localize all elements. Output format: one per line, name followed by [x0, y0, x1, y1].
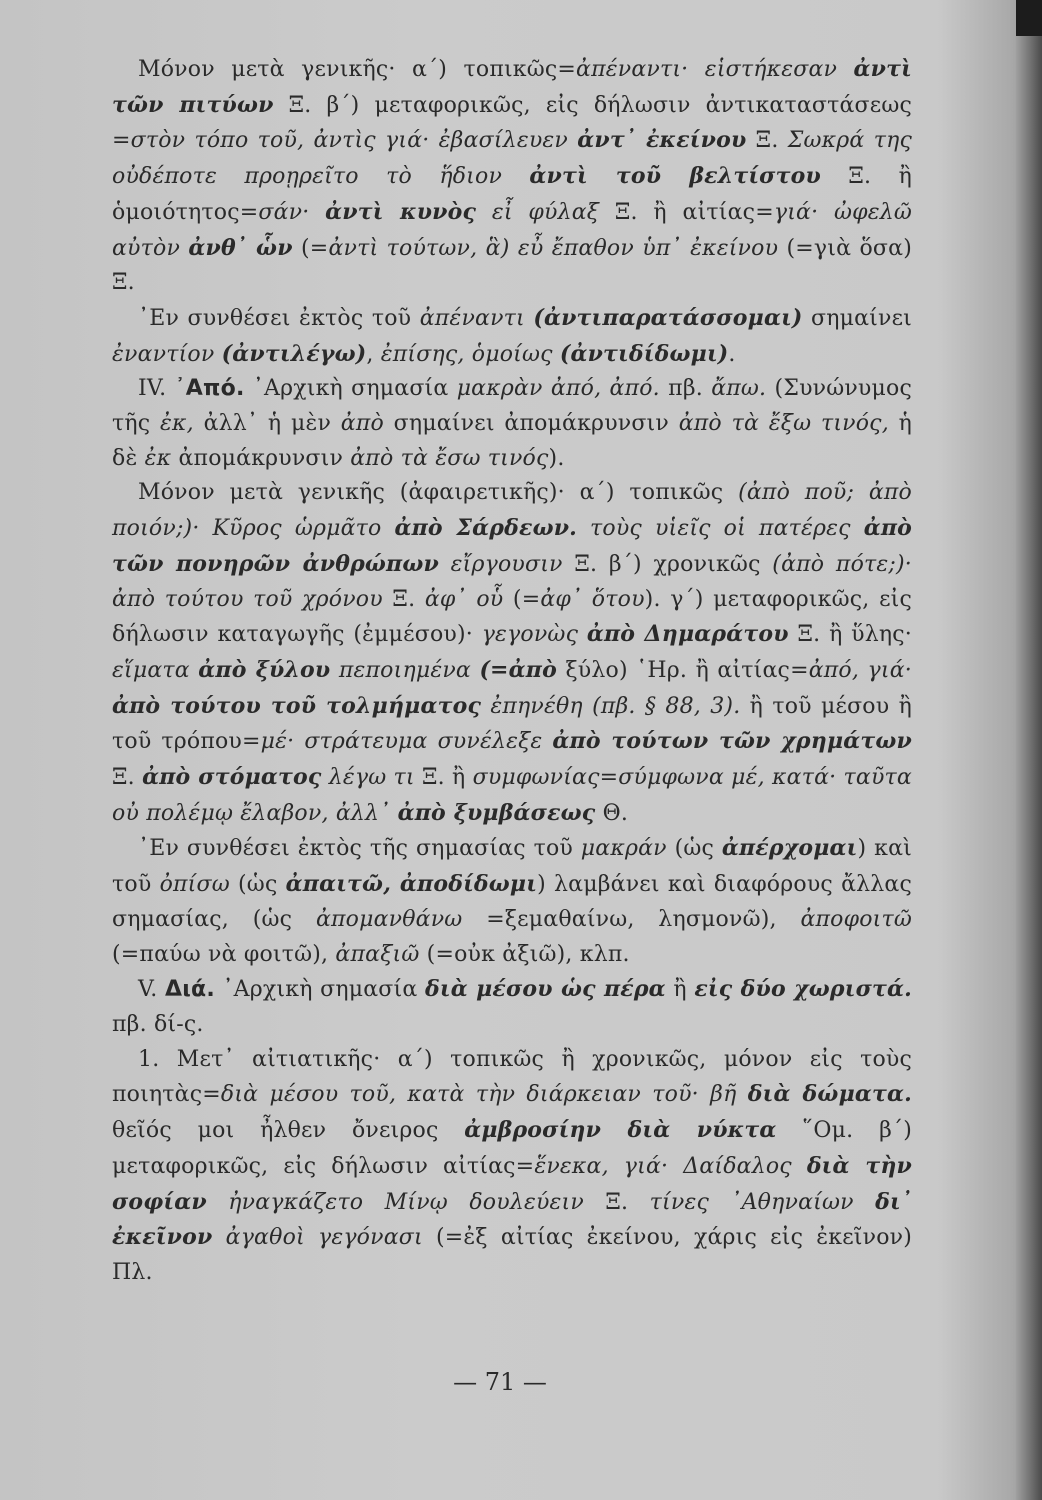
text-run: Ξ. β΄) χρονικῶς — [562, 551, 773, 577]
text-run: (=οὐκ ἀξιῶ), κλπ. — [419, 941, 630, 967]
text-run — [207, 1190, 228, 1215]
text-run: ἀπὸ τούτου τοῦ χρόνου — [112, 586, 383, 612]
text-run — [476, 200, 492, 225]
text-run: (Συνώνυμος τῆς — [112, 376, 912, 437]
text-run: ἀπέναντι — [419, 305, 525, 331]
text-run: (ἀπὸ ποῦ; ἀπὸ ποιόν;)· Κῦρος ὡρμᾶτο — [112, 480, 912, 542]
text-run: ἀντ᾽ ἐκείνου — [577, 127, 747, 154]
paragraph — [112, 476, 912, 831]
text-run: ἀπὸ τὰ ἔξω τινός, — [678, 411, 889, 437]
text-run: Μόνον μετὰ γενικῆς· α΄) τοπικῶς= — [138, 57, 577, 82]
text-run: ἀπομανθάνω — [315, 906, 463, 932]
text-run: σημαίνει — [802, 305, 912, 331]
text-run — [577, 516, 590, 541]
text-run: ἀπὸ ξυμβάσεως — [397, 799, 596, 826]
text-run: ἀπὸ τῶν πονηρῶν ἀνθρώπων — [112, 515, 912, 577]
text-run: ἀνθ᾽ ὧν — [188, 234, 293, 261]
text-run: ἐκ — [144, 445, 172, 471]
text-run: ἀφ᾽ οὗ — [424, 586, 504, 612]
text-run: διὰ δώματα. — [747, 1081, 912, 1108]
text-run: ἀπὸ τούτων τῶν χρημάτων — [552, 728, 912, 755]
text-run: V. — [138, 977, 166, 1003]
text-run: τοὺς υἱεῖς οἱ πατέρες — [590, 516, 864, 542]
text-run: πεποιημένα — [338, 657, 471, 683]
text-run: Ξ. — [112, 765, 143, 791]
text-run: θεῖός μοι ἦλθεν ὄνειρος — [112, 1118, 465, 1144]
section-heading: Διά. — [165, 977, 215, 1003]
text-run: ᾽Εν συνθέσει ἐκτὸς τοῦ — [138, 305, 420, 331]
text-run: διὰ μέσου ὡς πέρα — [425, 976, 666, 1003]
text-run: γιά· ὠφελῶ αὐτὸν — [112, 199, 913, 261]
text-run: , — [366, 341, 381, 367]
text-run: ἄπω. — [711, 376, 767, 402]
text-run: Ξ. — [382, 586, 425, 612]
text-run: Ξ. — [746, 128, 788, 154]
text-run: Μόνον μετὰ γενικῆς (ἀφαιρετικῆς)· α΄) τοπικῶς — [138, 480, 739, 506]
text-run: γεγονὼς — [481, 622, 587, 648]
text-run: σάν· — [258, 199, 326, 225]
text-run: ὀπίσω — [159, 872, 230, 898]
text-run: ). — [548, 445, 565, 471]
text-run: ἕνεκα, γιά· Δαίδαλος — [534, 1153, 807, 1179]
text-run: ) καὶ τοῦ — [112, 836, 912, 898]
text-run: ἀπαξιῶ — [335, 941, 420, 967]
text-run: μακρὰν ἀπό, ἀπό. — [456, 376, 660, 402]
text-run: Ξ. β΄) μεταφορικῶς, εἰς δήλωσιν ἀντικαταστάσεως = — [112, 92, 913, 154]
text-run: ἀπέναντι· εἱστήκεσαν — [576, 57, 854, 82]
text-run: ἀντὶ τῶν πιτύων — [112, 56, 912, 118]
text-run — [439, 552, 451, 577]
text-run: (ἀντιλέγω) — [221, 340, 367, 367]
paragraph — [112, 831, 912, 972]
text-run: ἀπὸ στόματος — [142, 764, 322, 791]
text-run: Σωκρά της οὐδέποτε προῃρεῖτο τὸ ἥδιον — [112, 128, 912, 190]
text-run: ἡ δὲ — [112, 411, 913, 471]
text-run: ἀντὶ τοῦ βελτίστου — [529, 163, 821, 190]
text-run — [330, 658, 338, 683]
page-corner-tab — [1016, 0, 1042, 36]
text-run: διὰ μέσου τοῦ, κατὰ τὴν διάρκειαν τοῦ· βῆ — [220, 1082, 748, 1108]
text-run: ἀμβροσίην διὰ νύκτα — [464, 1117, 777, 1144]
text-run: 1. Μετ᾽ αἰτιατικῆς· α΄) τοπικῶς ἢ χρονικῶς, μόνον εἰς τοὺς ποιητὰς= — [112, 1046, 912, 1108]
text-run: ἢ — [665, 977, 695, 1003]
text-run: ἀφ᾽ ὅτου — [540, 586, 645, 612]
text-run: ἀπὸ ξύλου — [198, 656, 331, 683]
text-run: ἀπαιτῶ, ἀποδίδωμι — [285, 871, 538, 898]
text-run: ) λαμβάνει καὶ διαφόρους ἄλλας σημασίας, (ὡς — [112, 872, 912, 932]
text-run: ἐπίσης, ὁμοίως — [380, 341, 553, 367]
text-run: ἀπὸ τὰ ἔσω τινός — [350, 445, 549, 471]
text-run: ). γ΄) μεταφορικῶς, εἰς δήλωσιν καταγωγῆς (ἐμμέσου)· — [112, 586, 913, 648]
text-run: Ξ. ἢ αἰτίας= — [599, 199, 774, 225]
section-heading: ᾽Από. — [174, 376, 245, 402]
text-run: ἀπομάκρυνσιν — [171, 445, 351, 471]
text-run — [213, 1225, 226, 1250]
paragraph — [112, 372, 912, 476]
text-run: ἀντὶ τούτων, ἃ) εὖ ἔπαθον ὑπ᾽ ἐκείνου — [328, 235, 779, 261]
text-run: ᾽Αρχικὴ σημασία — [214, 977, 425, 1003]
text-run — [214, 342, 221, 367]
text-run: (ἀντιπαρατάσσομαι) — [533, 304, 803, 331]
text-run: Ξ. — [583, 1189, 650, 1215]
text-run: Ξ. ἢ ὕλης· — [788, 622, 912, 648]
text-run: πβ. — [659, 376, 712, 402]
text-run: μακράν — [580, 836, 667, 862]
text-run: ἀπὸ Δημαράτου — [586, 621, 789, 648]
text-run: ἀπὸ — [340, 411, 384, 437]
text-run: ἀπέρχομαι — [721, 835, 858, 862]
text-run: πβ. δί-ς. — [112, 1011, 204, 1037]
text-run: εἶ φύλαξ — [491, 199, 600, 225]
text-run: (= — [292, 235, 329, 261]
text-run: στὸν τόπο τοῦ, ἀντὶς γιά· ἐβασίλευεν — [130, 128, 578, 154]
paragraph — [112, 1043, 912, 1291]
text-run: ἠναγκάζετο Μίνῳ δουλεύειν — [228, 1189, 584, 1215]
text-run: εἵματα — [112, 657, 199, 683]
text-run: (=παύω νὰ φοιτῶ), — [112, 941, 336, 967]
text-run: ἐναντίον — [112, 341, 215, 367]
text-run: Ξ. ἢ ὁμοιότητος= — [112, 164, 912, 225]
text-run: ἀποφοιτῶ — [800, 906, 912, 932]
text-run: IV. — [138, 376, 175, 402]
text-run — [481, 694, 490, 719]
text-run: λέγω τι — [328, 765, 415, 791]
text-run: ῞Ομ. β΄) μεταφορικῶς, εἰς δήλωσιν αἰτίας= — [112, 1118, 912, 1179]
text-run: μέ· στράτευμα συνέλεξε — [260, 729, 553, 755]
text-run: ᾽Εν συνθέσει ἐκτὸς τῆς σημασίας τοῦ — [138, 836, 581, 862]
text-run: σημαίνει ἀπομάκρυνσιν — [383, 411, 679, 437]
text-run: ᾽Αρχικὴ σημασία — [244, 376, 457, 402]
page-number: — 71 — — [453, 1368, 547, 1396]
text-run: τίνες ᾽Αθηναίων — [649, 1189, 876, 1215]
text-run: ἀγαθοὶ γεγόνασι — [225, 1225, 423, 1251]
page-body-text — [112, 52, 912, 1291]
text-run: δι᾽ ἐκεῖνον — [112, 1188, 913, 1251]
text-run: διὰ τὴν σοφίαν — [112, 1152, 912, 1215]
text-run: . — [728, 341, 736, 367]
text-run: (ἀπὸ πότε;)· — [772, 551, 912, 577]
text-run — [553, 342, 560, 367]
text-run: ἀλλ᾽ ἡ μὲν — [193, 411, 341, 437]
text-run: (ἀντιδίδωμι) — [559, 340, 729, 367]
text-run: (=ἐξ αἰτίας ἐκείνου, χάρις εἰς ἐκεῖνον) Πλ. — [112, 1225, 912, 1285]
text-run: (=γιὰ ὅσα) Ξ. — [112, 235, 912, 296]
text-run: ἀπὸ Σάρδεων. — [394, 515, 578, 542]
text-run: ἢ τοῦ μέσου ἢ τοῦ τρόπου= — [112, 693, 912, 755]
text-run: Ξ. ἢ — [414, 765, 473, 791]
text-run: ἐκ, — [160, 411, 194, 437]
text-run: (=ἀπὸ — [479, 656, 557, 683]
text-run: ἐπηνέθη (πβ. § 88, 3). — [490, 693, 741, 719]
text-run: ἀντὶ κυνὸς — [325, 198, 477, 225]
paragraph — [112, 972, 912, 1042]
text-run: (ὡς — [666, 836, 722, 862]
paragraph — [112, 52, 912, 301]
paragraph — [112, 301, 912, 372]
book-binding-edge — [1016, 0, 1042, 1500]
text-run: =ξεμαθαίνω, λησμονῶ), — [462, 906, 801, 932]
text-run — [321, 765, 328, 790]
text-run: ξύλο) ῾Ηρ. ἢ αἰτίας= — [557, 657, 809, 683]
text-run: ἀπὸ τούτου τοῦ τολμήματος — [112, 692, 482, 719]
text-run: συμφωνίας=σύμφωνα μέ, κατά· ταῦτα οὐ πολέμῳ ἔλαβον, ἀλλ᾽ — [112, 765, 912, 826]
text-run: (ὡς — [229, 872, 286, 898]
text-run: Θ. — [595, 800, 629, 826]
text-run: (= — [503, 586, 541, 612]
text-run: εἰς δύο χωριστά. — [694, 976, 912, 1003]
text-run: εἴργουσιν — [450, 551, 563, 577]
text-run: ἀπό, γιά· — [808, 657, 912, 683]
